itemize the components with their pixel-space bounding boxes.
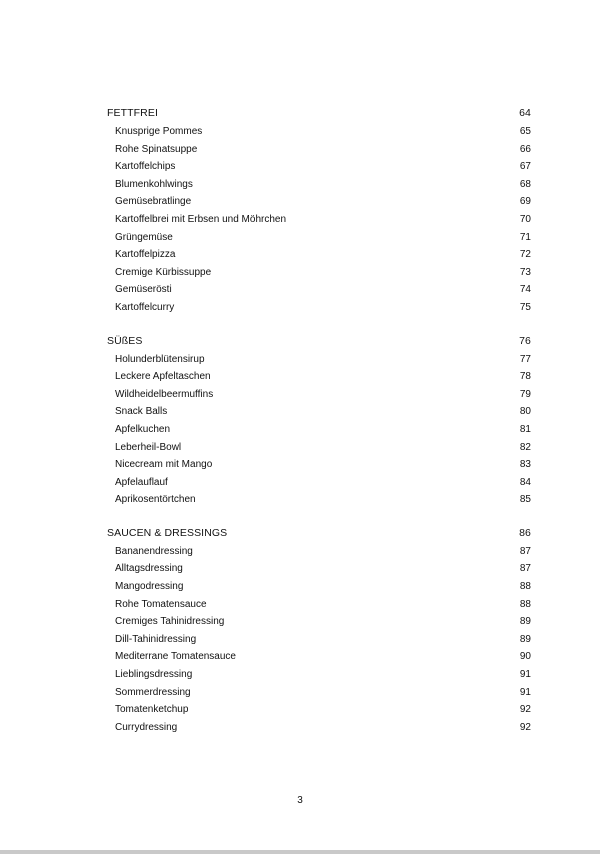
entry-title: Holunderblütensirup xyxy=(115,353,205,365)
entry-title: Rohe Spinatsuppe xyxy=(115,143,198,155)
entry-title: Kartoffelchips xyxy=(115,161,176,173)
entry-page-number: 91 xyxy=(519,669,531,681)
toc-entry xyxy=(107,631,531,649)
entry-title: Wildheidelbeermuffins xyxy=(115,388,214,400)
entry-title: Mangodressing xyxy=(115,581,184,593)
entry-title: Dill-Tahinidressing xyxy=(115,633,197,645)
section-page-number: 76 xyxy=(519,334,531,347)
section-page-number: 64 xyxy=(519,107,531,120)
section-title: SÜßES xyxy=(107,334,143,347)
toc-entry xyxy=(107,299,531,317)
entry-page-number: 82 xyxy=(519,441,531,453)
toc-entry xyxy=(107,351,531,369)
entry-page-number: 70 xyxy=(519,213,531,225)
toc-entry xyxy=(107,229,531,247)
entry-page-number: 83 xyxy=(519,459,531,471)
toc-entry xyxy=(107,684,531,702)
entry-title: Tomatenketchup xyxy=(115,704,189,716)
entry-page-number: 69 xyxy=(519,196,531,208)
entry-page-number: 87 xyxy=(519,545,531,557)
toc-entry xyxy=(107,386,531,404)
entry-page-number: 89 xyxy=(519,633,531,645)
entry-title: Aprikosentörtchen xyxy=(115,494,196,506)
toc-section-heading xyxy=(107,333,531,351)
entry-title: Kartoffelbrei mit Erbsen und Möhrchen xyxy=(115,213,287,225)
entry-page-number: 92 xyxy=(519,704,531,716)
entry-page-number: 67 xyxy=(519,161,531,173)
section-title: SAUCEN & DRESSINGS xyxy=(107,527,228,540)
entry-page-number: 90 xyxy=(519,651,531,663)
toc-entry xyxy=(107,456,531,474)
toc-section xyxy=(107,105,531,317)
entry-page-number: 84 xyxy=(519,476,531,488)
toc-entry xyxy=(107,491,531,509)
entry-title: Knusprige Pommes xyxy=(115,126,203,137)
entry-title: Gemüserösti xyxy=(115,284,172,296)
entry-page-number: 85 xyxy=(519,494,531,506)
toc-entry xyxy=(107,264,531,282)
entry-page-number: 77 xyxy=(519,353,531,365)
toc-entry xyxy=(107,141,531,159)
entry-page-number: 88 xyxy=(519,581,531,593)
entry-page-number: 75 xyxy=(519,301,531,313)
entry-title: Rohe Tomatensauce xyxy=(115,598,207,610)
section-page-number: 86 xyxy=(519,527,531,540)
page-bottom-edge xyxy=(0,850,600,854)
entry-page-number: 65 xyxy=(519,126,531,137)
entry-title: Alltagsdressing xyxy=(115,563,183,575)
toc-entry xyxy=(107,123,531,141)
toc-entry xyxy=(107,439,531,457)
entry-page-number: 66 xyxy=(519,143,531,155)
entry-page-number: 72 xyxy=(519,249,531,261)
toc-entry xyxy=(107,368,531,386)
table-of-contents xyxy=(107,105,531,736)
entry-title: Leberheil-Bowl xyxy=(115,441,182,453)
entry-title: Kartoffelpizza xyxy=(115,249,176,261)
entry-page-number: 74 xyxy=(519,284,531,296)
toc-section xyxy=(107,525,531,737)
toc-entry xyxy=(107,560,531,578)
toc-entry xyxy=(107,176,531,194)
entry-title: Nicecream mit Mango xyxy=(115,459,213,471)
entry-page-number: 89 xyxy=(519,616,531,628)
entry-title: Bananendressing xyxy=(115,545,193,557)
entry-title: Snack Balls xyxy=(115,406,168,418)
toc-entry xyxy=(107,613,531,631)
entry-title: Gemüsebratlinge xyxy=(115,196,192,208)
entry-title: Sommerdressing xyxy=(115,686,191,698)
entry-page-number: 88 xyxy=(519,598,531,610)
toc-entry xyxy=(107,596,531,614)
entry-page-number: 80 xyxy=(519,406,531,418)
entry-page-number: 78 xyxy=(519,371,531,383)
entry-title: Kartoffelcurry xyxy=(115,301,175,313)
entry-title: Leckere Apfeltaschen xyxy=(115,371,211,383)
toc-entry xyxy=(107,403,531,421)
entry-title: Mediterrane Tomatensauce xyxy=(115,651,236,663)
entry-page-number: 81 xyxy=(519,423,531,435)
toc-entry xyxy=(107,246,531,264)
page-number: 3 xyxy=(297,795,303,806)
entry-page-number: 71 xyxy=(519,231,531,243)
entry-title: Apfelkuchen xyxy=(115,423,171,435)
toc-section xyxy=(107,333,531,509)
toc-entry xyxy=(107,719,531,737)
entry-page-number: 79 xyxy=(519,388,531,400)
entry-page-number: 68 xyxy=(519,178,531,190)
entry-title: Grüngemüse xyxy=(115,231,173,243)
toc-entry xyxy=(107,193,531,211)
toc-entry xyxy=(107,666,531,684)
entry-page-number: 91 xyxy=(519,686,531,698)
toc-section-heading xyxy=(107,525,531,543)
entry-title: Lieblingsdressing xyxy=(115,669,193,681)
toc-section-heading xyxy=(107,105,531,123)
entry-title: Apfelauflauf xyxy=(115,476,168,488)
toc-entry xyxy=(107,421,531,439)
entry-page-number: 87 xyxy=(519,563,531,575)
toc-entry xyxy=(107,543,531,561)
toc-entry xyxy=(107,158,531,176)
entry-title: Cremiges Tahinidressing xyxy=(115,616,225,628)
entry-page-number: 73 xyxy=(519,266,531,278)
section-title: FETTFREI xyxy=(107,107,158,120)
entry-title: Currydressing xyxy=(115,721,178,733)
toc-entry xyxy=(107,474,531,492)
toc-entry xyxy=(107,211,531,229)
toc-entry xyxy=(107,578,531,596)
toc-entry xyxy=(107,701,531,719)
entry-title: Cremige Kürbissuppe xyxy=(115,266,212,278)
entry-page-number: 92 xyxy=(519,721,531,733)
entry-title: Blumenkohlwings xyxy=(115,178,193,190)
toc-entry xyxy=(107,648,531,666)
toc-entry xyxy=(107,281,531,299)
